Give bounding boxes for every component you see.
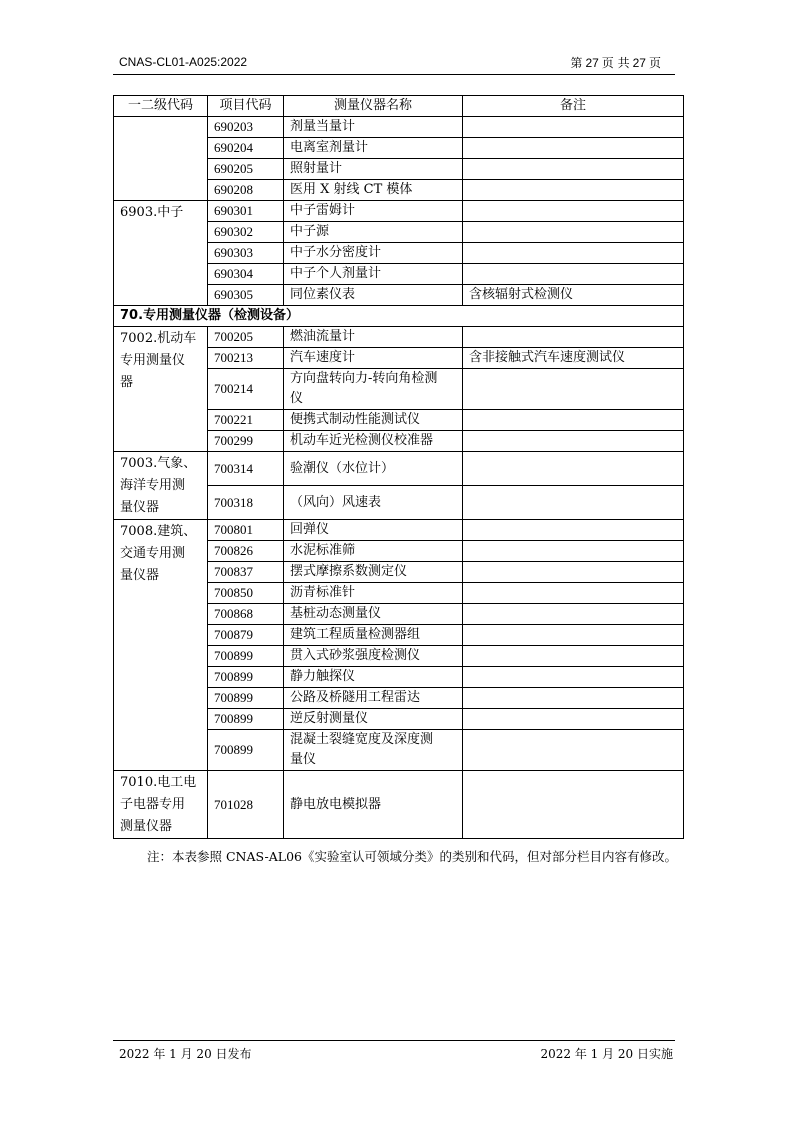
category-cell: 6903.中子 [114, 201, 208, 306]
effective-date: 2022 年 1 月 20 日实施 [540, 1047, 673, 1061]
instrument-name-cell: 验潮仪（水位计） [284, 452, 463, 486]
remark-cell: 含核辐射式检测仪 [463, 285, 684, 306]
item-code-cell: 700318 [208, 486, 284, 520]
category-cell [114, 771, 208, 839]
instrument-name-cell: 中子个人剂量计 [284, 264, 463, 285]
instrument-name-cell: 便携式制动性能测试仪 [284, 410, 463, 431]
item-code-cell: 700899 [208, 688, 284, 709]
instrument-name-cell: 静力触探仪 [284, 667, 463, 688]
item-code-cell: 701028 [208, 771, 284, 839]
remark-cell [463, 410, 684, 431]
item-code-cell: 700214 [208, 369, 284, 410]
instrument-name-cell: 摆式摩擦系数测定仪 [284, 562, 463, 583]
item-code-cell: 700899 [208, 709, 284, 730]
category-cell [114, 327, 208, 452]
category-cell [114, 452, 208, 520]
category-cell-line: 量仪器 [120, 568, 160, 583]
instrument-name-cell [284, 369, 463, 410]
remark-cell [463, 709, 684, 730]
remark-cell: 含非接触式汽车速度测试仪 [463, 348, 684, 369]
remark-cell [463, 180, 684, 201]
table-row [114, 520, 684, 541]
column-header: 备注 [463, 96, 684, 117]
item-code-cell: 700837 [208, 562, 284, 583]
item-code-cell: 700899 [208, 730, 284, 771]
column-header: 一二级代码 [114, 96, 208, 117]
remark-cell [463, 771, 684, 839]
instrument-name-cell: 逆反射测量仪 [284, 709, 463, 730]
instrument-name-cell-line: 方向盘转向力-转向角检测 [290, 371, 438, 386]
remark-cell [463, 264, 684, 285]
item-code-cell: 700826 [208, 541, 284, 562]
category-cell-line: 海洋专用测 [120, 478, 186, 493]
remark-cell [463, 520, 684, 541]
category-cell-line: 测量仪器 [120, 819, 173, 834]
section-title: 70.专用测量仪器（检测设备） [114, 306, 684, 327]
item-code-cell: 700205 [208, 327, 284, 348]
remark-cell [463, 625, 684, 646]
instrument-name-cell: 剂量当量计 [284, 117, 463, 138]
item-code-cell: 700299 [208, 431, 284, 452]
instrument-name-cell: （风向）风速表 [284, 486, 463, 520]
item-code-cell: 700221 [208, 410, 284, 431]
instrument-name-cell: 静电放电模拟器 [284, 771, 463, 839]
item-code-cell: 700801 [208, 520, 284, 541]
item-code-cell: 690203 [208, 117, 284, 138]
remark-cell [463, 688, 684, 709]
instrument-name-cell: 中子雷姆计 [284, 201, 463, 222]
column-header: 项目代码 [208, 96, 284, 117]
item-code-cell: 700879 [208, 625, 284, 646]
remark-cell [463, 646, 684, 667]
remark-cell [463, 117, 684, 138]
instrument-name-cell-line: 混凝土裂缝宽度及深度测 [290, 732, 434, 747]
table-note: 注：本表参照 CNAS-AL06《实验室认可领域分类》的类别和代码，但对部分栏目内容有修改。 [147, 849, 677, 864]
instrument-name-cell: 电离室剂量计 [284, 138, 463, 159]
instrument-name-cell: 汽车速度计 [284, 348, 463, 369]
instrument-name-cell: 照射量计 [284, 159, 463, 180]
category-cell-line: 7002.机动车 [120, 331, 197, 346]
document-id: CNAS-CL01-A025:2022 [119, 55, 248, 69]
remark-cell [463, 583, 684, 604]
category-cell-line: 7010.电工电 [120, 775, 197, 790]
instrument-name-cell: 基桩动态测量仪 [284, 604, 463, 625]
remark-cell [463, 667, 684, 688]
remark-cell [463, 159, 684, 180]
remark-cell [463, 541, 684, 562]
item-code-cell: 700899 [208, 667, 284, 688]
instrument-name-cell-line: 量仪 [290, 752, 317, 767]
instrument-name-cell: 燃油流量计 [284, 327, 463, 348]
table-row [114, 201, 684, 222]
instrument-name-cell: 水泥标准筛 [284, 541, 463, 562]
table-header-row [114, 96, 684, 117]
category-cell-line: 器 [120, 375, 134, 390]
category-cell-line: 交通专用测 [120, 546, 186, 561]
remark-cell [463, 327, 684, 348]
instrument-name-cell: 沥青标准针 [284, 583, 463, 604]
table-row [114, 452, 684, 486]
item-code-cell: 690205 [208, 159, 284, 180]
remark-cell [463, 486, 684, 520]
instrument-name-cell: 公路及桥隧用工程雷达 [284, 688, 463, 709]
category-cell [114, 520, 208, 771]
remark-cell [463, 201, 684, 222]
item-code-cell: 700868 [208, 604, 284, 625]
instrument-name-cell: 建筑工程质量检测器组 [284, 625, 463, 646]
instrument-name-cell: 贯入式砂浆强度检测仪 [284, 646, 463, 667]
remark-cell [463, 562, 684, 583]
item-code-cell: 690301 [208, 201, 284, 222]
item-code-cell: 700314 [208, 452, 284, 486]
remark-cell [463, 138, 684, 159]
remark-cell [463, 222, 684, 243]
page-header [113, 52, 675, 75]
item-code-cell: 690303 [208, 243, 284, 264]
item-code-cell: 690302 [208, 222, 284, 243]
remark-cell [463, 452, 684, 486]
remark-cell [463, 730, 684, 771]
column-header: 测量仪器名称 [284, 96, 463, 117]
category-cell-line: 7008.建筑、 [120, 524, 197, 539]
item-code-cell: 690304 [208, 264, 284, 285]
instrument-name-cell: 中子源 [284, 222, 463, 243]
issue-date: 2022 年 1 月 20 日发布 [119, 1047, 252, 1061]
category-cell-line: 专用测量仪 [120, 353, 186, 368]
table-row [114, 117, 684, 138]
item-code-cell: 700213 [208, 348, 284, 369]
category-cell-line: 量仪器 [120, 500, 160, 515]
instrument-name-cell: 医用 X 射线 CT 模体 [284, 180, 463, 201]
table-row [114, 771, 684, 839]
item-code-cell: 690204 [208, 138, 284, 159]
instrument-table [113, 95, 684, 839]
instrument-name-cell: 同位素仪表 [284, 285, 463, 306]
remark-cell [463, 431, 684, 452]
table-row [114, 327, 684, 348]
item-code-cell: 700850 [208, 583, 284, 604]
instrument-name-cell: 机动车近光检测仪校准器 [284, 431, 463, 452]
item-code-cell: 690305 [208, 285, 284, 306]
remark-cell [463, 369, 684, 410]
item-code-cell: 690208 [208, 180, 284, 201]
instrument-name-cell [284, 730, 463, 771]
remark-cell [463, 604, 684, 625]
instrument-name-cell-line: 仪 [290, 391, 304, 406]
remark-cell [463, 243, 684, 264]
page-footer [113, 1040, 675, 1061]
item-code-cell: 700899 [208, 646, 284, 667]
section-row [114, 306, 684, 327]
category-cell-line: 7003.气象、 [120, 456, 197, 471]
category-cell [114, 117, 208, 201]
page-number: 第 27 页 共 27 页 [570, 56, 661, 70]
instrument-name-cell: 中子水分密度计 [284, 243, 463, 264]
instrument-name-cell: 回弹仪 [284, 520, 463, 541]
category-cell-line: 子电器专用 [120, 797, 186, 812]
